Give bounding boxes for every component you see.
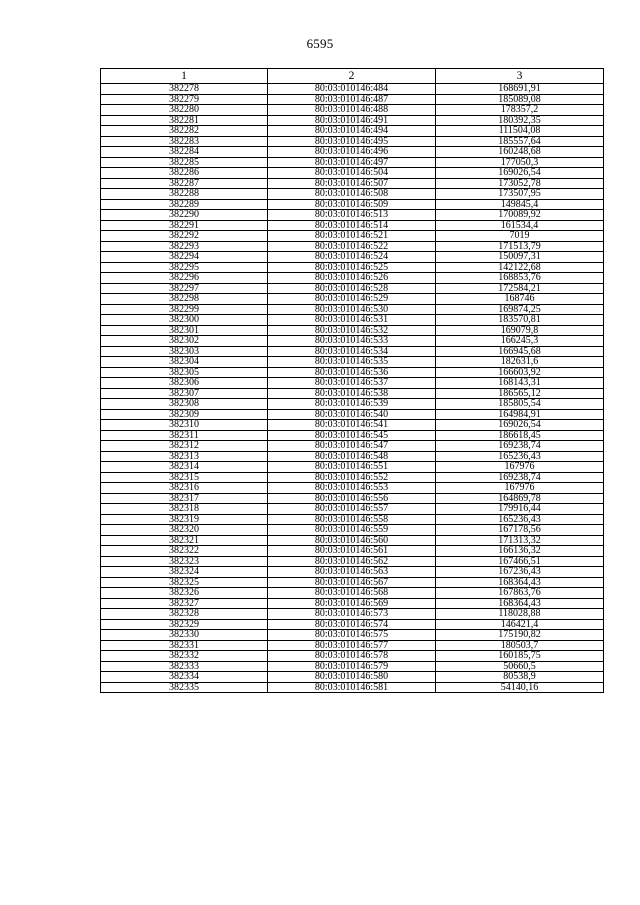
- cadastral-number-cell: 80:03:010146:494: [268, 126, 436, 137]
- cadastral-number-cell: 80:03:010146:575: [268, 630, 436, 641]
- table-row: [101, 451, 604, 462]
- row-number-cell: 382290: [101, 210, 268, 221]
- value-cell: 171513,79: [436, 241, 604, 252]
- value-cell: 172584,21: [436, 283, 604, 294]
- table-row: [101, 598, 604, 609]
- table-row: [101, 189, 604, 200]
- table-row: [101, 367, 604, 378]
- table-row: [101, 336, 604, 347]
- row-number-cell: 382278: [101, 84, 268, 95]
- row-number-cell: 382281: [101, 115, 268, 126]
- row-number-cell: 382289: [101, 199, 268, 210]
- value-cell: 164984,91: [436, 409, 604, 420]
- row-number-cell: 382293: [101, 241, 268, 252]
- row-number-cell: 382299: [101, 304, 268, 315]
- cadastral-number-cell: 80:03:010146:577: [268, 640, 436, 651]
- cadastral-number-cell: 80:03:010146:538: [268, 388, 436, 399]
- cadastral-number-cell: 80:03:010146:579: [268, 661, 436, 672]
- cadastral-number-cell: 80:03:010146:545: [268, 430, 436, 441]
- table-row: [101, 577, 604, 588]
- cadastral-number-cell: 80:03:010146:574: [268, 619, 436, 630]
- cadastral-number-cell: 80:03:010146:553: [268, 483, 436, 494]
- table-row: [101, 682, 604, 693]
- row-number-cell: 382297: [101, 283, 268, 294]
- row-number-cell: 382332: [101, 651, 268, 662]
- cadastral-number-cell: 80:03:010146:491: [268, 115, 436, 126]
- row-number-cell: 382286: [101, 168, 268, 179]
- table-body: [101, 84, 604, 693]
- value-cell: 173052,78: [436, 178, 604, 189]
- value-cell: 169238,74: [436, 472, 604, 483]
- row-number-cell: 382334: [101, 672, 268, 683]
- table-row: [101, 472, 604, 483]
- table-row: [101, 115, 604, 126]
- row-number-cell: 382294: [101, 252, 268, 263]
- value-cell: 185089,08: [436, 94, 604, 105]
- value-cell: 167976: [436, 462, 604, 473]
- value-cell: 186618,45: [436, 430, 604, 441]
- cadastral-number-cell: 80:03:010146:559: [268, 525, 436, 536]
- row-number-cell: 382314: [101, 462, 268, 473]
- value-cell: 182631,6: [436, 357, 604, 368]
- value-cell: 167236,43: [436, 567, 604, 578]
- table-row: [101, 588, 604, 599]
- value-cell: 168853,76: [436, 273, 604, 284]
- row-number-cell: 382323: [101, 556, 268, 567]
- value-cell: 161534,4: [436, 220, 604, 231]
- row-number-cell: 382325: [101, 577, 268, 588]
- table-row: [101, 262, 604, 273]
- table-row: [101, 556, 604, 567]
- row-number-cell: 382306: [101, 378, 268, 389]
- value-cell: 111504,08: [436, 126, 604, 137]
- table-row: [101, 220, 604, 231]
- value-cell: 169026,54: [436, 420, 604, 431]
- table-row: [101, 609, 604, 620]
- row-number-cell: 382284: [101, 147, 268, 158]
- table-row: [101, 304, 604, 315]
- table-row: [101, 504, 604, 515]
- table-row: [101, 567, 604, 578]
- value-cell: 167863,76: [436, 588, 604, 599]
- value-cell: 170089,92: [436, 210, 604, 221]
- table-row: [101, 241, 604, 252]
- cadastral-number-cell: 80:03:010146:562: [268, 556, 436, 567]
- value-cell: 169026,54: [436, 168, 604, 179]
- row-number-cell: 382331: [101, 640, 268, 651]
- value-cell: 173507,95: [436, 189, 604, 200]
- value-cell: 168364,43: [436, 577, 604, 588]
- value-cell: 7019: [436, 231, 604, 242]
- value-cell: 178357,2: [436, 105, 604, 116]
- table-row: [101, 441, 604, 452]
- table-row: [101, 147, 604, 158]
- row-number-cell: 382311: [101, 430, 268, 441]
- cadastral-number-cell: 80:03:010146:552: [268, 472, 436, 483]
- cadastral-number-cell: 80:03:010146:487: [268, 94, 436, 105]
- value-cell: 180392,35: [436, 115, 604, 126]
- row-number-cell: 382313: [101, 451, 268, 462]
- row-number-cell: 382316: [101, 483, 268, 494]
- cadastral-number-cell: 80:03:010146:541: [268, 420, 436, 431]
- cadastral-number-cell: 80:03:010146:580: [268, 672, 436, 683]
- value-cell: 165236,43: [436, 514, 604, 525]
- cadastral-number-cell: 80:03:010146:557: [268, 504, 436, 515]
- row-number-cell: 382320: [101, 525, 268, 536]
- value-cell: 168364,43: [436, 598, 604, 609]
- column-header-2: 2: [268, 69, 436, 84]
- data-table: [100, 68, 604, 693]
- table-row: [101, 294, 604, 305]
- value-cell: 167976: [436, 483, 604, 494]
- cadastral-number-cell: 80:03:010146:537: [268, 378, 436, 389]
- row-number-cell: 382283: [101, 136, 268, 147]
- value-cell: 166136,32: [436, 546, 604, 557]
- table-row: [101, 283, 604, 294]
- cadastral-number-cell: 80:03:010146:530: [268, 304, 436, 315]
- value-cell: 54140,16: [436, 682, 604, 693]
- table-row: [101, 252, 604, 263]
- cadastral-number-cell: 80:03:010146:551: [268, 462, 436, 473]
- table-row: [101, 430, 604, 441]
- row-number-cell: 382318: [101, 504, 268, 515]
- cadastral-number-cell: 80:03:010146:563: [268, 567, 436, 578]
- row-number-cell: 382288: [101, 189, 268, 200]
- table-row: [101, 409, 604, 420]
- row-number-cell: 382308: [101, 399, 268, 410]
- cadastral-number-cell: 80:03:010146:508: [268, 189, 436, 200]
- row-number-cell: 382282: [101, 126, 268, 137]
- value-cell: 146421,4: [436, 619, 604, 630]
- row-number-cell: 382319: [101, 514, 268, 525]
- cadastral-number-cell: 80:03:010146:528: [268, 283, 436, 294]
- cadastral-number-cell: 80:03:010146:532: [268, 325, 436, 336]
- cadastral-number-cell: 80:03:010146:539: [268, 399, 436, 410]
- value-cell: 185557,64: [436, 136, 604, 147]
- table-row: [101, 378, 604, 389]
- row-number-cell: 382327: [101, 598, 268, 609]
- cadastral-number-cell: 80:03:010146:526: [268, 273, 436, 284]
- cadastral-number-cell: 80:03:010146:536: [268, 367, 436, 378]
- table-row: [101, 325, 604, 336]
- table-row: [101, 315, 604, 326]
- cadastral-number-cell: 80:03:010146:556: [268, 493, 436, 504]
- cadastral-number-cell: 80:03:010146:509: [268, 199, 436, 210]
- row-number-cell: 382300: [101, 315, 268, 326]
- row-number-cell: 382329: [101, 619, 268, 630]
- row-number-cell: 382333: [101, 661, 268, 672]
- value-cell: 80538,9: [436, 672, 604, 683]
- table-row: [101, 199, 604, 210]
- cadastral-number-cell: 80:03:010146:533: [268, 336, 436, 347]
- table-row: [101, 273, 604, 284]
- cadastral-number-cell: 80:03:010146:507: [268, 178, 436, 189]
- value-cell: 186565,12: [436, 388, 604, 399]
- value-cell: 166945,68: [436, 346, 604, 357]
- cadastral-number-cell: 80:03:010146:514: [268, 220, 436, 231]
- cadastral-number-cell: 80:03:010146:522: [268, 241, 436, 252]
- table-row: [101, 136, 604, 147]
- value-cell: 177050,3: [436, 157, 604, 168]
- value-cell: 118028,88: [436, 609, 604, 620]
- table-row: [101, 126, 604, 137]
- value-cell: 167466,51: [436, 556, 604, 567]
- table-row: [101, 399, 604, 410]
- row-number-cell: 382315: [101, 472, 268, 483]
- value-cell: 171313,32: [436, 535, 604, 546]
- row-number-cell: 382330: [101, 630, 268, 641]
- table-row: [101, 619, 604, 630]
- row-number-cell: 382328: [101, 609, 268, 620]
- value-cell: 167178,56: [436, 525, 604, 536]
- cadastral-number-cell: 80:03:010146:569: [268, 598, 436, 609]
- cadastral-number-cell: 80:03:010146:568: [268, 588, 436, 599]
- cadastral-number-cell: 80:03:010146:524: [268, 252, 436, 263]
- table-row: [101, 546, 604, 557]
- cadastral-number-cell: 80:03:010146:558: [268, 514, 436, 525]
- cadastral-number-cell: 80:03:010146:567: [268, 577, 436, 588]
- value-cell: 169238,74: [436, 441, 604, 452]
- value-cell: 166603,92: [436, 367, 604, 378]
- value-cell: 175190,82: [436, 630, 604, 641]
- row-number-cell: 382296: [101, 273, 268, 284]
- row-number-cell: 382310: [101, 420, 268, 431]
- value-cell: 168143,31: [436, 378, 604, 389]
- row-number-cell: 382292: [101, 231, 268, 242]
- table-row: [101, 178, 604, 189]
- cadastral-number-cell: 80:03:010146:534: [268, 346, 436, 357]
- cadastral-number-cell: 80:03:010146:521: [268, 231, 436, 242]
- table-row: [101, 346, 604, 357]
- value-cell: 142122,68: [436, 262, 604, 273]
- table-row: [101, 388, 604, 399]
- cadastral-number-cell: 80:03:010146:488: [268, 105, 436, 116]
- value-cell: 169079,8: [436, 325, 604, 336]
- table-row: [101, 357, 604, 368]
- cadastral-number-cell: 80:03:010146:504: [268, 168, 436, 179]
- value-cell: 164869,78: [436, 493, 604, 504]
- row-number-cell: 382305: [101, 367, 268, 378]
- table-row: [101, 640, 604, 651]
- row-number-cell: 382317: [101, 493, 268, 504]
- value-cell: 168691,91: [436, 84, 604, 95]
- cadastral-number-cell: 80:03:010146:484: [268, 84, 436, 95]
- row-number-cell: 382295: [101, 262, 268, 273]
- table-row: [101, 514, 604, 525]
- row-number-cell: 382291: [101, 220, 268, 231]
- row-number-cell: 382307: [101, 388, 268, 399]
- row-number-cell: 382322: [101, 546, 268, 557]
- table-row: [101, 535, 604, 546]
- cadastral-number-cell: 80:03:010146:529: [268, 294, 436, 305]
- value-cell: 168746: [436, 294, 604, 305]
- row-number-cell: 382298: [101, 294, 268, 305]
- table-row: [101, 483, 604, 494]
- table-row: [101, 157, 604, 168]
- value-cell: 165236,43: [436, 451, 604, 462]
- table-row: [101, 462, 604, 473]
- value-cell: 166245,3: [436, 336, 604, 347]
- cadastral-number-cell: 80:03:010146:497: [268, 157, 436, 168]
- value-cell: 50660,5: [436, 661, 604, 672]
- row-number-cell: 382303: [101, 346, 268, 357]
- cadastral-number-cell: 80:03:010146:578: [268, 651, 436, 662]
- value-cell: 160185,75: [436, 651, 604, 662]
- table-row: [101, 493, 604, 504]
- cadastral-number-cell: 80:03:010146:547: [268, 441, 436, 452]
- table-row: [101, 420, 604, 431]
- cadastral-number-cell: 80:03:010146:535: [268, 357, 436, 368]
- cadastral-number-cell: 80:03:010146:513: [268, 210, 436, 221]
- value-cell: 149845,4: [436, 199, 604, 210]
- page-number: 6595: [306, 36, 334, 51]
- cadastral-number-cell: 80:03:010146:531: [268, 315, 436, 326]
- table-row: [101, 210, 604, 221]
- row-number-cell: 382304: [101, 357, 268, 368]
- row-number-cell: 382287: [101, 178, 268, 189]
- cadastral-number-cell: 80:03:010146:561: [268, 546, 436, 557]
- value-cell: 180503,7: [436, 640, 604, 651]
- value-cell: 160248,68: [436, 147, 604, 158]
- row-number-cell: 382280: [101, 105, 268, 116]
- value-cell: 169874,25: [436, 304, 604, 315]
- table-row: [101, 661, 604, 672]
- table-row: [101, 84, 604, 95]
- column-header-1: 1: [101, 69, 268, 84]
- row-number-cell: 382309: [101, 409, 268, 420]
- cadastral-number-cell: 80:03:010146:560: [268, 535, 436, 546]
- value-cell: 185805,54: [436, 399, 604, 410]
- table-header: [101, 69, 604, 84]
- table-row: [101, 525, 604, 536]
- row-number-cell: 382335: [101, 682, 268, 693]
- row-number-cell: 382302: [101, 336, 268, 347]
- row-number-cell: 382279: [101, 94, 268, 105]
- table-header-row: [101, 69, 604, 84]
- cadastral-number-cell: 80:03:010146:573: [268, 609, 436, 620]
- cadastral-number-cell: 80:03:010146:495: [268, 136, 436, 147]
- cadastral-number-cell: 80:03:010146:548: [268, 451, 436, 462]
- cadastral-number-cell: 80:03:010146:581: [268, 682, 436, 693]
- value-cell: 179916,44: [436, 504, 604, 515]
- row-number-cell: 382326: [101, 588, 268, 599]
- table-row: [101, 168, 604, 179]
- table-row: [101, 231, 604, 242]
- row-number-cell: 382301: [101, 325, 268, 336]
- row-number-cell: 382312: [101, 441, 268, 452]
- table-row: [101, 94, 604, 105]
- table-row: [101, 672, 604, 683]
- cadastral-number-cell: 80:03:010146:496: [268, 147, 436, 158]
- table-row: [101, 105, 604, 116]
- value-cell: 150097,31: [436, 252, 604, 263]
- row-number-cell: 382321: [101, 535, 268, 546]
- row-number-cell: 382285: [101, 157, 268, 168]
- cadastral-number-cell: 80:03:010146:525: [268, 262, 436, 273]
- row-number-cell: 382324: [101, 567, 268, 578]
- column-header-3: 3: [436, 69, 604, 84]
- table-row: [101, 630, 604, 641]
- value-cell: 183570,81: [436, 315, 604, 326]
- table-row: [101, 651, 604, 662]
- cadastral-number-cell: 80:03:010146:540: [268, 409, 436, 420]
